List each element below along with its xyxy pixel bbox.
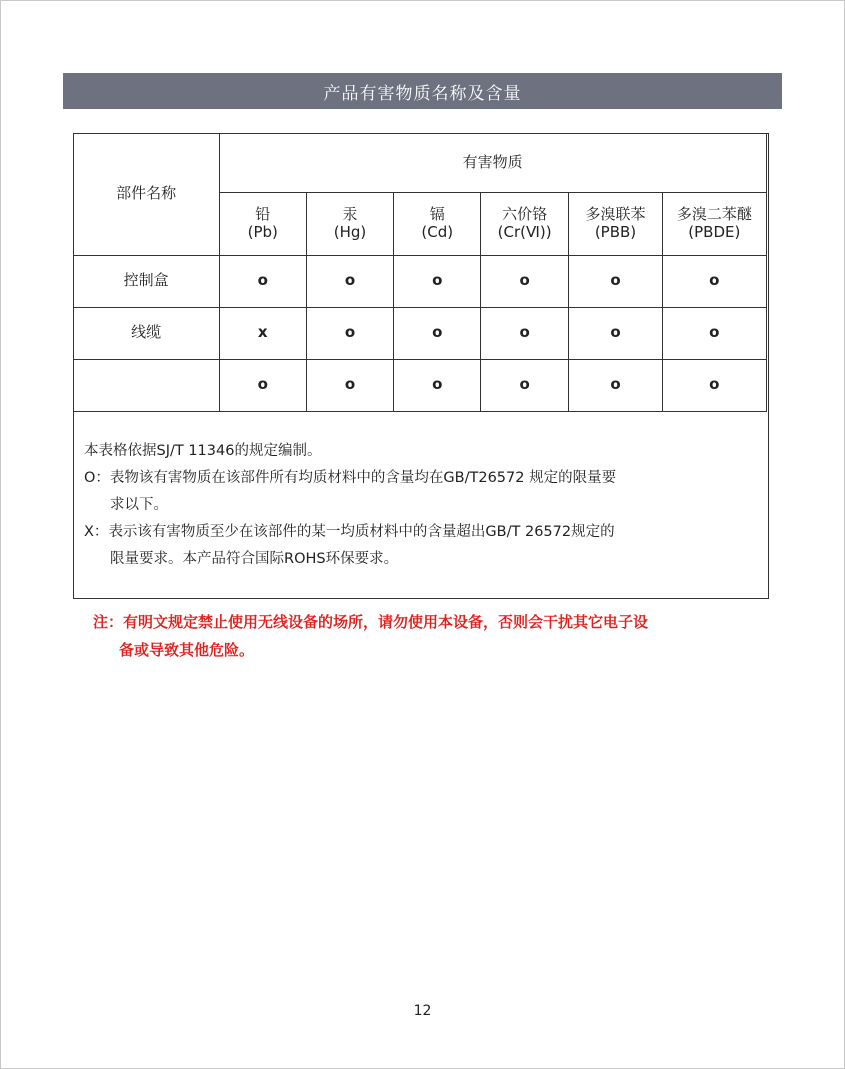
o-note-text: 表物该有害物质在该部件所有均质材料中的含量均在GB/T26572 规定的限量要 [109, 470, 617, 486]
table-cell: o [568, 307, 662, 359]
table-cell: o [219, 359, 306, 411]
x-note-continuation: 限量要求。本产品符合国际ROHS环保要求。 [110, 551, 399, 567]
o-note-continuation: 求以下。 [110, 497, 168, 513]
x-note [84, 519, 754, 546]
row-part-name: 线缆 [73, 307, 219, 359]
wireless-warning [93, 608, 783, 664]
table-cell: o [306, 307, 393, 359]
column-header-pbde: 多溴二苯醚 (PBDE) [663, 192, 766, 255]
part-name-header: 部件名称 [73, 133, 219, 255]
column-header-pbb: 多溴联苯 (PBB) [568, 192, 662, 255]
o-note-prefix: O： [84, 470, 110, 486]
table-row [73, 307, 766, 359]
table-cell: x [219, 307, 306, 359]
table-cell: o [568, 359, 662, 411]
table-cell: o [306, 255, 393, 307]
table-row [73, 255, 766, 307]
table-cell: o [568, 255, 662, 307]
table-row [73, 359, 766, 411]
table-cell: o [663, 255, 766, 307]
warning-line-2: 备或导致其他危险。 [119, 641, 255, 659]
table-cell: o [481, 307, 569, 359]
warning-line-1: 注：有明文规定禁止使用无线设备的场所，请勿使用本设备，否则会干扰其它电子设 [93, 613, 649, 631]
table-cell: o [481, 359, 569, 411]
table-cell: o [481, 255, 569, 307]
table-cell: o [394, 255, 481, 307]
page-number: 12 [413, 1003, 432, 1019]
table-cell: o [219, 255, 306, 307]
table-cell: o [306, 359, 393, 411]
row-part-name: 控制盒 [73, 255, 219, 307]
substance-header: 有害物质 [219, 133, 766, 192]
x-note-prefix: X： [84, 524, 109, 540]
column-header-cd: 镉 (Cd) [394, 192, 481, 255]
column-header-pb: 铅 (Pb) [219, 192, 306, 255]
table-cell: o [394, 307, 481, 359]
table-cell: o [663, 307, 766, 359]
table-notes [84, 438, 754, 573]
row-part-name [73, 359, 219, 411]
o-note [84, 465, 754, 492]
page-title: 产品有害物质名称及含量 [63, 73, 782, 109]
x-note-text: 表示该有害物质至少在该部件的某一均质材料中的含量超出GB/T 26572规定的 [108, 524, 615, 540]
column-header-hg: 汞 (Hg) [306, 192, 393, 255]
column-header-cr6: 六价铬 (Cr(Ⅵ)) [481, 192, 569, 255]
hazardous-substance-table [73, 133, 767, 412]
table-cell: o [663, 359, 766, 411]
basis-note: 本表格依据SJ/T 11346的规定编制。 [84, 443, 322, 459]
table-cell: o [394, 359, 481, 411]
